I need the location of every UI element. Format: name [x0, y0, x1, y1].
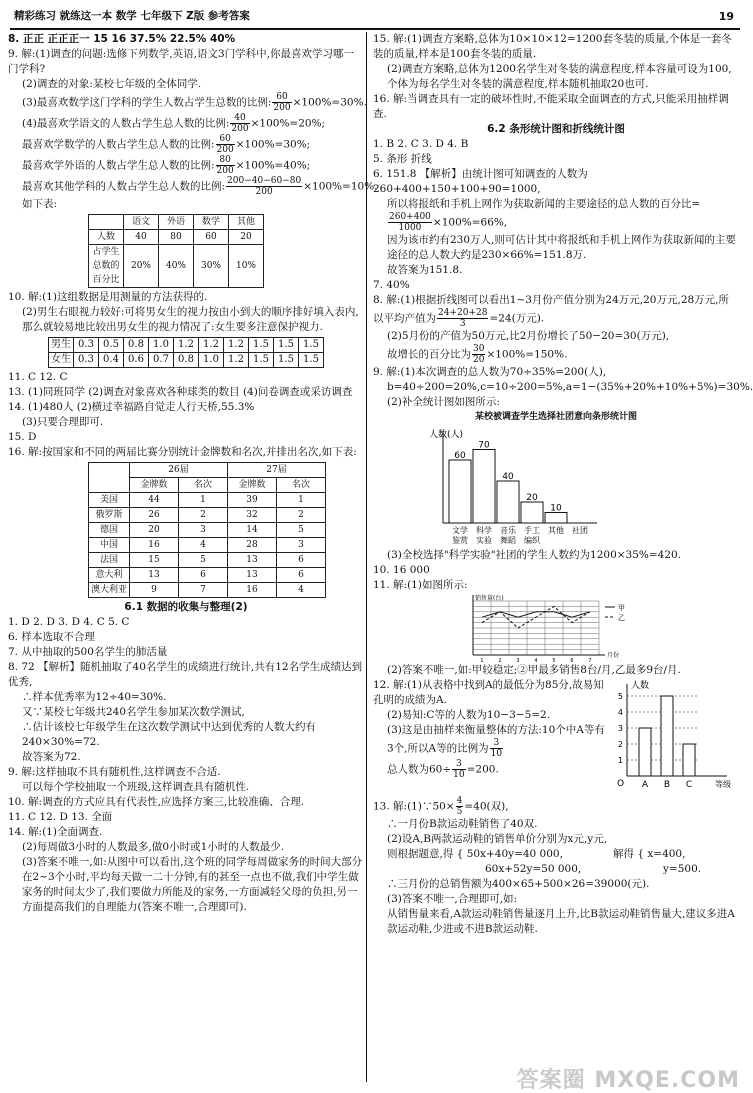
table-cell [89, 463, 130, 493]
y-tick-label: 4 [617, 708, 623, 717]
m-answer-8-e: 故答案为72. [22, 751, 81, 763]
x-tick-label: 5 [552, 658, 556, 664]
table-cell: 1 [179, 493, 228, 508]
m-answer-8-d: ∴估计该校七年级学生在这次数学测试中达到优秀的人数大约有240×30%=72. [22, 721, 316, 748]
table-cell: 2 [277, 508, 326, 523]
table-cell: 1.2 [199, 338, 224, 353]
n-answer-8-a: 8. 解:(1)根据折线图可以看出1~3月份产值分别为24万元,20万元,28万元,所以平均产值为 $\frac{24+20+28}{3}$ =24(万元). [373, 294, 730, 329]
table-row [89, 538, 326, 553]
table-cell: 1.0 [149, 338, 174, 353]
solution-x: 解得 { x=400, [613, 848, 686, 860]
m-answer-11-13: 11. C 12. D 13. 全面 [8, 811, 113, 823]
m-answer-14-b: (2)每周做3小时的人数最多,做0小时或1小时的人数最少. [22, 841, 285, 853]
table-cell: 20 [229, 230, 264, 245]
table-cell: 1.5 [249, 338, 274, 353]
answer-8: 8. 正正 正正正一 15 16 37.5% 22.5% 40% [8, 33, 236, 45]
table-cell: 1.2 [174, 338, 199, 353]
n-answer-11-b: (2)答案不唯一,如:甲较稳定;②甲最多销售8台/月,乙最多9台/月. [387, 664, 681, 676]
table-cell: 0.8 [174, 353, 199, 368]
table-cell: 3 [277, 538, 326, 553]
table-cell: 6 [277, 568, 326, 583]
table-cell: 16 [130, 538, 179, 553]
x-tick-label: 4 [534, 658, 538, 664]
n-answer-12-b: (2)易知:C等的人数为10−3−5=2. [387, 709, 551, 721]
table-cell: 0.8 [124, 338, 149, 353]
y-axis-label: 人数 [631, 681, 650, 691]
x-tick-label: 1 [480, 658, 484, 664]
table-cell: 1.5 [274, 338, 299, 353]
x-axis-label: 月份 [607, 652, 620, 659]
n-answer-7: 7. 40% [373, 279, 410, 291]
answer-9-g: 最喜欢其他学科的人数占学生总人数的比例: $\frac{200-40-60-80}{200}$ ×100%=10%. [22, 176, 378, 197]
n-answer-13-d [373, 847, 739, 877]
origin-label: O [617, 779, 625, 789]
table-cell: 德国 [89, 523, 130, 538]
bar [639, 728, 651, 776]
x-tick-label: 其他 [548, 526, 564, 535]
table-header-row [89, 215, 264, 230]
table-cell: 13 [130, 568, 179, 583]
table-cell: 女生 [49, 353, 74, 368]
n-answer-8-b: (2)5月份的产值为50万元,比2月份增长了50−20=30(万元), [387, 330, 670, 342]
table-cell: 4 [179, 538, 228, 553]
bar [521, 502, 543, 523]
m-answer-14-c: (3)答案不唯一,如:从图中可以看出,这个班的同学每周做家务的时间大部分在2~3个小时,平均每天做一二十分钟,有的甚至一点也不做,我们中学生做家务的时间太少了,我们要做力所能及的家务,一方面减轻父母的负担,另一方面提高我们的自理能力(答案不唯一,合理即可). [22, 856, 363, 913]
club-chart-title: 某校被调查学生选择社团意向条形统计图 [474, 412, 637, 422]
answer-10-a: 10. 解:(1)这组数据是用测量的方法获得的. [8, 291, 208, 303]
table-cell: 40% [159, 245, 194, 288]
table-cell: 1.5 [274, 353, 299, 368]
table-cell: 16 [228, 583, 277, 598]
table-cell: 15 [130, 553, 179, 568]
table-row [49, 338, 324, 353]
table-cell: 0.4 [99, 353, 124, 368]
m-answer-9-a: 9. 解:这样抽取不具有随机性,这样调查不合适. [8, 766, 221, 778]
table-cell: 30% [194, 245, 229, 288]
table-cell: 44 [130, 493, 179, 508]
answer-9-f: 最喜欢学外语的人数占学生总人数的比例: $\frac{80}{200}$ ×100%=40%; [22, 155, 311, 176]
x-tick-label: 手工 [524, 526, 540, 535]
left-column [8, 32, 378, 915]
table-cell: 5 [179, 553, 228, 568]
table-row [89, 568, 326, 583]
table-cell: 人数 [89, 230, 124, 245]
solution-y: y=500. [663, 863, 702, 875]
legend-label: 甲 [618, 604, 625, 612]
bar-value-label: 60 [454, 451, 466, 461]
table-cell: 俄罗斯 [89, 508, 130, 523]
x-tick-label: A [641, 780, 649, 790]
table-cell: 占学生总数的百分比 [89, 245, 124, 288]
table-header-row [89, 463, 326, 478]
table-cell: 澳大利亚 [89, 583, 130, 598]
table-cell: 金牌数 [228, 478, 277, 493]
bar-value-label: 40 [502, 472, 514, 482]
x-tick-label: 鉴赏 [452, 536, 468, 545]
x-tick-label: B [663, 780, 671, 790]
y-axis-label: 销售量(台) [475, 595, 504, 602]
m-answer-8-a: 8. 72 【解析】随机抽取了40名学生的成绩进行统计,共有12名学生成绩达到优秀, [8, 661, 363, 688]
answer-9-e: 最喜欢学数学的人数占学生总人数的比例: $\frac{60}{200}$ ×100%=30%; [22, 134, 311, 155]
x-tick-label: 2 [498, 658, 502, 664]
medal-table [88, 462, 326, 598]
n-answer-12-c: (3)这是由抽样来衡量整体的方法:10个中A等有3个,所以A等的比例为 $\frac{3}{10}$ [387, 724, 605, 759]
n-answer-13-f: (3)答案不唯一,合理即可,如: [387, 893, 518, 905]
y-axis-label: 人数(人) [429, 430, 464, 440]
table-cell: 0.3 [74, 338, 99, 353]
table-cell [89, 215, 124, 230]
table-row [89, 553, 326, 568]
x-tick-label: 7 [588, 658, 592, 664]
table-cell: 7 [179, 583, 228, 598]
y-tick-label: 1 [617, 756, 623, 765]
equation-1: 则根据题意,得 { 50x+40y=40 000, [387, 848, 563, 860]
answer-16: 16. 解:按国家和不同的两届比赛分别统计金牌数和名次,并排出名次,如下表: [8, 446, 357, 458]
table-cell: 0.7 [149, 353, 174, 368]
answer-9-d: (4)最喜欢学语文的人数占学生总人数的比例: $\frac{40}{200}$ ×100%=20%; [22, 113, 326, 134]
table-cell: 美国 [89, 493, 130, 508]
x-tick-label: 社团 [572, 526, 588, 535]
n-answer-13-a: 13. 解:(1)∵50× $\frac{4}{5}$ =40(双), [373, 796, 509, 817]
table-cell: 0.5 [99, 338, 124, 353]
x-tick-label: 舞蹈 [500, 536, 516, 545]
table-cell: 1.5 [299, 338, 324, 353]
x-tick-label: 3 [516, 658, 520, 664]
sales-line-chart-svg [373, 593, 739, 663]
sales-line-chart [373, 593, 739, 663]
table-cell: 27届 [228, 463, 326, 478]
table-cell: 40 [124, 230, 159, 245]
section-6-2-title: 6.2 条形统计图和折线统计图 [487, 123, 625, 135]
table-row [89, 508, 326, 523]
bar-value-label: 20 [526, 493, 538, 503]
bar [683, 744, 695, 776]
table-cell: 1.0 [199, 353, 224, 368]
m-answer-14-a: 14. 解:(1)全面调查. [8, 826, 103, 838]
page-number: 19 [718, 10, 734, 23]
r-answer-15-b: (2)调查方案略,总体为1200名学生对冬装的满意程度,样本容量可设为100,个体为每名学生对冬装的满意程度,样本随机抽取20也可. [387, 63, 732, 90]
x-tick-label: 音乐 [500, 526, 516, 535]
club-bar-chart [373, 410, 739, 548]
n-answer-12-a: 12. 解:(1)从表格中找到A的最低分为85分,故易知孔明的成绩为A. [373, 679, 604, 706]
club-bar-chart-svg [373, 425, 739, 547]
answer-12-text [373, 678, 609, 780]
n-answer-5: 5. 条形 折线 [373, 153, 432, 165]
table-cell: 4 [277, 583, 326, 598]
answer-9-b: (2)调查的对象:某校七年级的全体同学. [22, 78, 202, 90]
legend-label: 乙 [618, 614, 625, 622]
table-row [49, 353, 324, 368]
table-cell: 1.5 [299, 353, 324, 368]
right-column [373, 32, 753, 937]
n-answer-9-d: (3)全校选择"科学实验"社团的学生人数约为1200×35%=420. [387, 549, 682, 561]
table-cell: 金牌数 [130, 478, 179, 493]
table-cell: 13 [228, 568, 277, 583]
table-cell: 意大利 [89, 568, 130, 583]
n-answer-13-c: (2)设A,B两款运动鞋的销售单价分别为x元,y元, [387, 833, 608, 845]
table-cell: 名次 [179, 478, 228, 493]
vision-table [48, 337, 324, 368]
bar [497, 481, 519, 523]
answer-14-b: (3)只要合理即可. [22, 416, 104, 428]
m-answer-8-b: ∴样本优秀率为12÷40=30%. [22, 691, 167, 703]
answer-9-a: 9. 解:(1)调查的问题:选修下列数学,英语,语文3门学科中,你最喜欢学习哪一门学科? [8, 48, 354, 75]
x-tick-label: 实验 [476, 536, 492, 545]
table-row [89, 230, 264, 245]
watermark-logo: 答案圈 MXQE.COM [516, 1068, 740, 1093]
n-answer-6-c: 因为该市约有230万人,则可估计其中将报纸和手机上网作为获取新闻的主要途径的总人数大约是230×66%=151.8万. [387, 234, 736, 261]
table-cell: 9 [130, 583, 179, 598]
table-cell: 5 [277, 523, 326, 538]
page-header [10, 6, 740, 30]
table-cell: 男生 [49, 338, 74, 353]
table-row [89, 523, 326, 538]
m-answer-9-b: 可以每个学校抽取一个班级,这样调查具有随机性. [22, 781, 250, 793]
table-cell: 1.2 [224, 338, 249, 353]
n-answer-10: 10. 16 000 [373, 564, 430, 576]
n-answer-8-c: 故增长的百分比为 $\frac{30}{20}$ ×100%=150%. [387, 344, 568, 365]
answer-9-c: (3)最喜欢数学这门学科的学生人数占学生总数的比例: $\frac{60}{200}$ ×100%=30%. [22, 92, 367, 113]
y-tick-label: 3 [617, 724, 623, 733]
n-answer-6-d: 故答案为151.8. [387, 264, 463, 276]
answer-14-a: 14. (1)480人 (2)横过幸福路自觉走人行天桥,55.3% [8, 401, 255, 413]
table-cell: 中国 [89, 538, 130, 553]
n-answer-6-a: 6. 151.8 【解析】由统计图可知调查的人数为260+400+150+100+90=1000, [373, 168, 588, 195]
table-cell: 法国 [89, 553, 130, 568]
bar-value-label: 10 [550, 503, 562, 514]
m-answer-1-5: 1. D 2. D 3. D 4. C 5. C [8, 616, 130, 628]
table-cell: 28 [228, 538, 277, 553]
x-tick-label: 编织 [524, 536, 540, 545]
table-cell: 0.3 [74, 353, 99, 368]
m-answer-6: 6. 样本选取不合理 [8, 631, 95, 643]
table-cell: 14 [228, 523, 277, 538]
table-cell: 3 [179, 523, 228, 538]
bar [545, 513, 567, 524]
bar [661, 696, 673, 776]
answer-15: 15. D [8, 431, 37, 443]
r-answer-15-a: 15. 解:(1)调查方案略,总体为10×10×12=1200套冬装的质量,个体是一套冬装的质量,样本是100套冬装的质量. [373, 33, 732, 60]
table-cell: 60 [194, 230, 229, 245]
table-cell: 39 [228, 493, 277, 508]
n-answer-6-b: 所以将报纸和手机上网作为获取新闻的主要途径的总人数的百分比= $\frac{260+400}{1000}$ ×100%=66%, [387, 198, 701, 233]
x-tick-label: 6 [570, 658, 574, 664]
table-row [89, 583, 326, 598]
answer-13: 13. (1)同班同学 (2)调查对象喜欢各种球类的数目 (4)问卷调查或采访调查 [8, 386, 353, 398]
subject-table [88, 214, 264, 288]
n-answer-9-a: 9. 解:(1)本次调查的总人数为70÷35%=200(人), [373, 366, 607, 378]
table-row [89, 245, 264, 288]
n-answer-9-b: b=40÷200=20%,c=10÷200=5%,a=1−(35%+20%+10%+5%)=30%. [387, 381, 753, 393]
n-answer-12-d: 总人数为60÷ $\frac{3}{10}$ =200. [387, 759, 499, 780]
m-answer-10: 10. 解:调查的方式应具有代表性,应选择方案三,比较准确、合理. [8, 796, 305, 808]
x-tick-label: 科学 [476, 526, 492, 535]
answer-10-b: (2)男生右眼视力较好:可将男女生的视力按由小到大的顺序排好填入表内,那么就较易地比较出男女生的视力情况了:女生要多注意保护视力. [22, 306, 359, 333]
answer-9-h: 如下表: [22, 198, 58, 210]
table-cell: 80 [159, 230, 194, 245]
table-cell: 13 [228, 553, 277, 568]
n-answer-11-a: 11. 解:(1)如图所示: [373, 579, 468, 591]
y-tick-label: 5 [617, 692, 623, 701]
table-cell: 0.6 [124, 353, 149, 368]
bar [473, 450, 495, 524]
x-axis-label: 等级 [715, 780, 731, 789]
equation-2: 60x+52y=50 000, [485, 863, 582, 875]
answer-12-block [373, 678, 739, 796]
table-cell: 语文 [124, 215, 159, 230]
answer-11-12: 11. C 12. C [8, 371, 68, 383]
table-cell: 名次 [277, 478, 326, 493]
table-cell: 1 [277, 493, 326, 508]
table-cell: 20% [124, 245, 159, 288]
table-cell: 其他 [229, 215, 264, 230]
table-cell: 1.2 [224, 353, 249, 368]
grade-bar-chart-svg [611, 678, 735, 790]
series-line-甲 [482, 612, 590, 617]
n-answer-13-e: ∴三月份的总销售额为400×65+500×26=39000(元). [387, 878, 650, 890]
table-cell: 26届 [130, 463, 228, 478]
m-answer-7: 7. 从中抽取的500名学生的肺活量 [8, 646, 168, 658]
table-cell: 2 [179, 508, 228, 523]
table-cell: 10% [229, 245, 264, 288]
table-cell: 6 [179, 568, 228, 583]
bar-value-label: 70 [478, 440, 490, 451]
table-cell: 20 [130, 523, 179, 538]
table-cell: 32 [228, 508, 277, 523]
table-cell: 6 [277, 553, 326, 568]
y-tick-label: 2 [617, 740, 623, 749]
n-answer-1-4: 1. B 2. C 3. D 4. B [373, 138, 469, 150]
x-tick-label: C [685, 780, 693, 790]
bar [449, 460, 471, 523]
m-answer-8-c: 又∵某校七年级共240名学生参加某次数学测试, [22, 706, 245, 718]
section-6-1-title: 6.1 数据的收集与整理(2) [124, 601, 248, 613]
table-cell: 外语 [159, 215, 194, 230]
table-cell: 数学 [194, 215, 229, 230]
header-title: 精彩练习 就练这一本 数学 七年级下 Z版 参考答案 [14, 10, 250, 22]
n-answer-13-g: 从销售量来看,A款运动鞋销售量逐月上升,比B款运动鞋销售量大,建议多进A款运动鞋,少进或不进B款运动鞋. [387, 908, 735, 935]
r-answer-16: 16. 解:当调查具有一定的破坏性时,不能采取全面调查的方式,只能采用抽样调查. [373, 93, 729, 120]
x-tick-label: 文学 [452, 526, 468, 535]
table-cell: 1.5 [249, 353, 274, 368]
table-cell: 26 [130, 508, 179, 523]
table-row [89, 493, 326, 508]
n-answer-9-c: (2)补全统计图如图所示: [387, 396, 500, 408]
n-answer-13-b: ∴一月份B款运动鞋销售了40双. [387, 818, 538, 830]
